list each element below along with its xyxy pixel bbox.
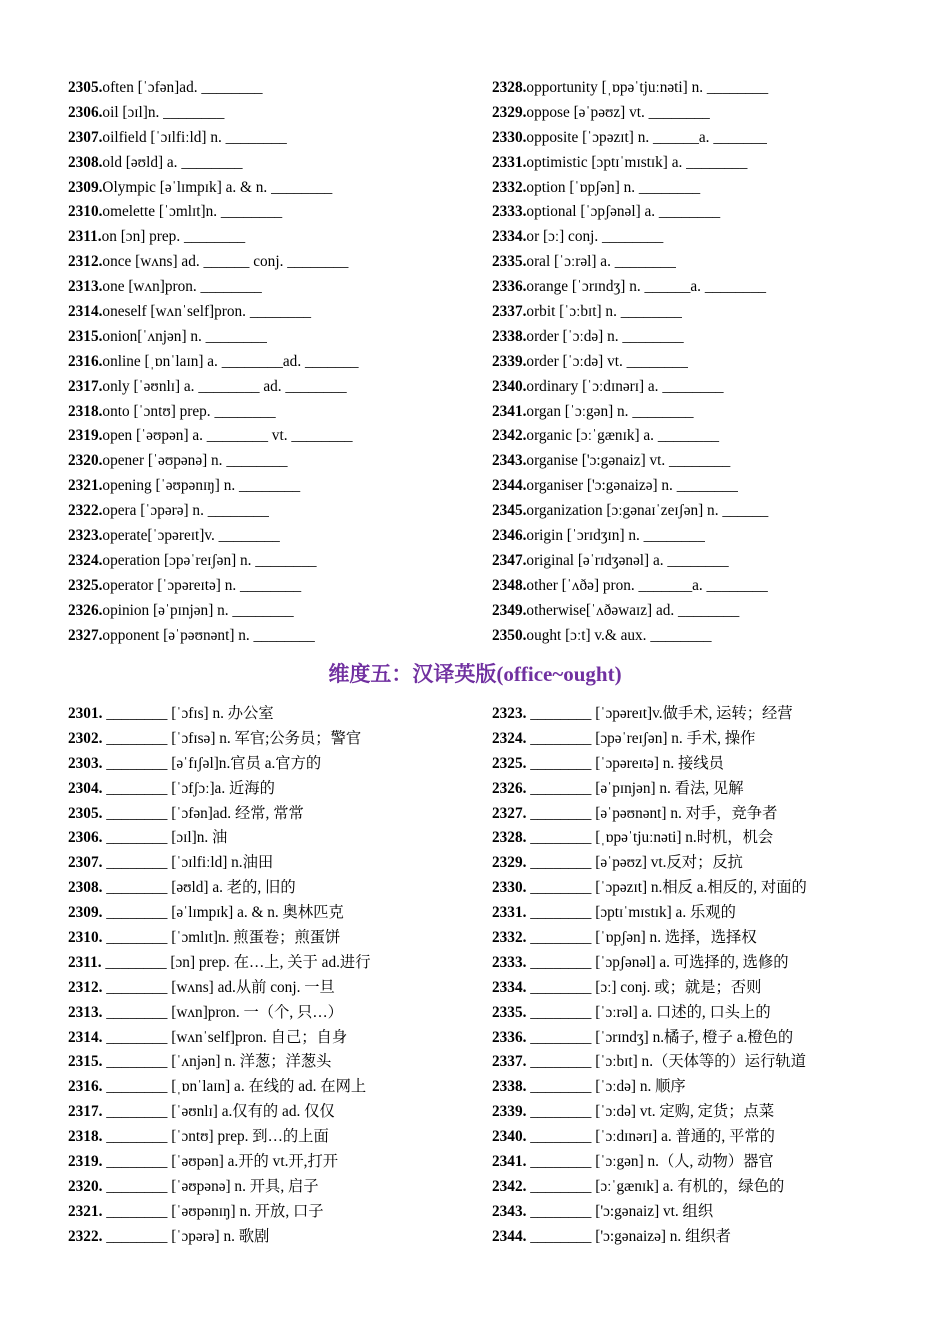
vocab-entry xyxy=(492,727,858,752)
entry-text: ________ [ɔː] conj. 或；就是；否则 xyxy=(526,978,762,996)
entry-number: 2316. xyxy=(68,1078,103,1096)
entry-number: 2323. xyxy=(492,705,527,722)
vocab-entry xyxy=(68,449,492,474)
entry-number: 2325. xyxy=(68,576,103,594)
vocab-entry xyxy=(492,126,858,151)
vocab-entry xyxy=(68,1100,492,1125)
entry-number: 2341. xyxy=(492,1153,527,1171)
entry-text: ________ [wʌnˈself]pron. 自己；自身 xyxy=(102,1028,348,1046)
vocab-entry xyxy=(492,1125,858,1150)
vocab-entry xyxy=(492,225,858,250)
entry-number: 2342. xyxy=(492,427,527,445)
vocab-entry xyxy=(68,1125,492,1150)
entry-text: ________ [ˈəʊpən] a.开的 vt.开,打开 xyxy=(102,1153,339,1171)
entry-number: 2310. xyxy=(68,203,103,221)
vocab-entry xyxy=(492,176,858,201)
vocab-entry xyxy=(68,101,492,126)
vocab-entry xyxy=(68,574,492,599)
entry-text: ________ [ˈɔpəzɪt] n.相反 a.相反的, 对面的 xyxy=(526,879,807,897)
entry-text: opening [ˈəʊpənɪŋ] n. ________ xyxy=(102,477,301,495)
entry-text: ________ [əˈpəʊz] vt.反对；反抗 xyxy=(526,854,743,872)
entry-number: 2304. xyxy=(68,779,103,797)
vocab-entry xyxy=(68,126,492,151)
entry-number: 2320. xyxy=(68,1177,103,1195)
entry-text: old [əʊld] a. ________ xyxy=(102,153,243,171)
entry-number: 2303. xyxy=(68,754,103,772)
entry-number: 2348. xyxy=(492,576,527,594)
vocab-entry xyxy=(68,702,492,727)
entry-number: 2301. xyxy=(68,705,103,722)
entry-number: 2309. xyxy=(68,904,103,922)
entry-number: 2338. xyxy=(492,327,527,345)
vocab-entry xyxy=(68,200,492,225)
entry-text: order [ˈɔːdə] vt. ________ xyxy=(526,352,688,370)
entry-text: ________ [ˈɔfən]ad. 经常, 常常 xyxy=(102,804,304,822)
entry-text: operator [ˈɔpəreɪtə] n. ________ xyxy=(102,576,302,594)
vocab-entry xyxy=(68,1150,492,1175)
vocab-entry xyxy=(492,826,858,851)
entry-number: 2339. xyxy=(492,352,527,370)
vocab-entry xyxy=(492,1001,858,1026)
entry-text: original [əˈrɪdʒənəl] a. ________ xyxy=(526,551,729,569)
entry-text: often [ˈɔfən]ad. ________ xyxy=(102,79,263,96)
left-column xyxy=(68,76,492,648)
entry-text: ________ [ˈɔrɪndʒ] n.橘子, 橙子 a.橙色的 xyxy=(526,1028,794,1046)
vocab-entry xyxy=(68,951,492,976)
entry-text: ________ [ˌɒnˈlaɪn] a. 在线的 ad. 在网上 xyxy=(102,1078,367,1096)
entry-number: 2308. xyxy=(68,879,103,897)
entry-number: 2350. xyxy=(492,626,527,644)
vocab-entry xyxy=(68,926,492,951)
vocab-entry xyxy=(68,474,492,499)
entry-text: ________ ['ɔ:gənaiz] vt. 组织 xyxy=(526,1202,714,1220)
vocab-entry xyxy=(492,802,858,827)
vocab-entry xyxy=(492,752,858,777)
entry-number: 2334. xyxy=(492,228,527,246)
entry-text: organic [ɔːˈgænɪk] a. ________ xyxy=(526,427,720,445)
entry-number: 2345. xyxy=(492,502,527,520)
entry-text: option [ˈɒpʃən] n. ________ xyxy=(526,178,701,196)
entry-text: ________ [ˈəʊpənə] n. 开具, 启子 xyxy=(102,1177,319,1195)
vocab-entry xyxy=(68,1075,492,1100)
entry-text: optimistic [ɔptɪˈmɪstɪk] a. ________ xyxy=(526,153,748,171)
vocab-entry xyxy=(492,424,858,449)
entry-text: open [ˈəʊpən] a. ________ vt. ________ xyxy=(102,427,353,445)
entry-number: 2305. xyxy=(68,804,103,822)
entry-number: 2311. xyxy=(68,228,102,246)
vocab-entry xyxy=(68,1001,492,1026)
vocab-entry xyxy=(68,802,492,827)
entry-text: ________ [ˈəʊpənɪŋ] n. 开放, 口子 xyxy=(102,1202,324,1220)
entry-number: 2311. xyxy=(68,953,102,971)
entry-text: oneself [wʌnˈself]pron. ________ xyxy=(102,303,312,321)
entry-number: 2308. xyxy=(68,153,103,171)
entry-text: onion[ˈʌnjən] n. ________ xyxy=(102,327,267,345)
entry-text: ________ [ˈɔfʃɔː]a. 近海的 xyxy=(102,779,275,797)
entry-text: ordinary [ˈɔːdɪnərɪ] a. ________ xyxy=(526,377,724,395)
entry-text: ________ [ɔɪl]n. 油 xyxy=(102,829,228,847)
entry-text: orbit [ˈɔːbɪt] n. ________ xyxy=(526,303,682,321)
entry-text: organise ['ɔ:gənaiz] vt. ________ xyxy=(526,452,731,470)
entry-number: 2329. xyxy=(492,854,527,872)
entry-number: 2305. xyxy=(68,79,103,96)
entry-text: ________ [ˈɔmlɪt]n. 煎蛋卷；煎蛋饼 xyxy=(102,929,341,947)
entry-number: 2346. xyxy=(492,527,527,545)
entry-number: 2317. xyxy=(68,377,103,395)
entry-text: ________ [ˈɔːrəl] a. 口述的, 口头上的 xyxy=(526,1003,771,1021)
entry-text: ________ ['ɔ:gənaizə] n. 组织者 xyxy=(526,1227,731,1245)
entry-number: 2330. xyxy=(492,879,527,897)
entry-number: 2329. xyxy=(492,103,527,121)
entry-number: 2330. xyxy=(492,128,527,146)
vocab-entry xyxy=(68,400,492,425)
entry-text: Olympic [əˈlɪmpɪk] a. & n. ________ xyxy=(102,178,333,196)
entry-number: 2302. xyxy=(68,729,103,747)
entry-number: 2325. xyxy=(492,754,527,772)
entry-text: organization [ɔːgənaɪˈzeɪʃən] n. ______ xyxy=(526,502,769,520)
vocab-entry xyxy=(492,777,858,802)
vocab-entry xyxy=(492,275,858,300)
vocab-entry xyxy=(492,200,858,225)
entry-number: 2328. xyxy=(492,829,527,847)
entry-number: 2336. xyxy=(492,1028,527,1046)
entry-text: ________ [ˈɔpʃənəl] a. 可选择的, 选修的 xyxy=(526,953,789,971)
entry-number: 2320. xyxy=(68,452,103,470)
vocab-entry xyxy=(68,876,492,901)
vocab-entry xyxy=(68,777,492,802)
entry-number: 2331. xyxy=(492,153,527,171)
entry-text: other [ˈʌðə] pron. _______a. ________ xyxy=(526,576,768,594)
entry-text: one [wʌn]pron. ________ xyxy=(102,278,262,296)
vocab-entry xyxy=(492,1050,858,1075)
entry-number: 2340. xyxy=(492,1128,527,1146)
entry-number: 2337. xyxy=(492,1053,527,1071)
entry-number: 2334. xyxy=(492,978,527,996)
entry-text: oil [ɔɪl]n. ________ xyxy=(102,103,225,121)
entry-text: optional [ˈɔpʃənəl] a. ________ xyxy=(526,203,721,221)
entry-number: 2335. xyxy=(492,1003,527,1021)
vocab-entry xyxy=(68,549,492,574)
entry-number: 2339. xyxy=(492,1103,527,1121)
vocab-entry xyxy=(68,1175,492,1200)
entry-number: 2326. xyxy=(68,601,103,619)
vocab-entry xyxy=(492,549,858,574)
vocab-entry xyxy=(492,1200,858,1225)
entry-number: 2343. xyxy=(492,452,527,470)
entry-text: ________ [əˈfɪʃəl]n.官员 a.官方的 xyxy=(102,754,322,772)
entry-number: 2333. xyxy=(492,953,527,971)
vocab-entry xyxy=(68,976,492,1001)
entry-text: ________ [əʊld] a. 老的, 旧的 xyxy=(102,879,296,897)
entry-number: 2312. xyxy=(68,253,103,271)
entry-text: ________ [ˈɔfɪs] n. 办公室 xyxy=(102,705,274,722)
entry-number: 2341. xyxy=(492,402,527,420)
entry-text: ________ [ˈɔːbɪt] n.（天体等的）运行轨道 xyxy=(526,1053,806,1071)
entry-text: operation [ɔpəˈreɪʃən] n. ________ xyxy=(102,551,317,569)
vocab-entry xyxy=(492,101,858,126)
entry-text: or [ɔː] conj. ________ xyxy=(526,228,664,246)
vocab-entry xyxy=(492,325,858,350)
entry-number: 2332. xyxy=(492,929,527,947)
vocab-entry xyxy=(492,976,858,1001)
entry-text: opener [ˈəʊpənə] n. ________ xyxy=(102,452,288,470)
vocab-entry xyxy=(492,375,858,400)
vocab-entry xyxy=(492,1225,858,1250)
entry-number: 2324. xyxy=(68,551,103,569)
entry-text: ________ [əˈpɪnjən] n. 看法, 见解 xyxy=(526,779,744,797)
vocab-entry xyxy=(492,250,858,275)
entry-number: 2319. xyxy=(68,427,103,445)
entry-number: 2332. xyxy=(492,178,527,196)
vocab-entry xyxy=(492,574,858,599)
entry-number: 2318. xyxy=(68,1128,103,1146)
vocab-entry xyxy=(492,151,858,176)
vocab-entry xyxy=(492,851,858,876)
vocab-entry xyxy=(492,449,858,474)
entry-text: operate[ˈɔpəreɪt]v. ________ xyxy=(102,527,280,545)
entry-text: organiser ['ɔ:gənaizə] n. ________ xyxy=(526,477,738,495)
entry-number: 2321. xyxy=(68,477,103,495)
entry-text: opinion [əˈpɪnjən] n. ________ xyxy=(102,601,294,619)
entry-number: 2333. xyxy=(492,203,527,221)
entry-text: ________ [ˈʌnjən] n. 洋葱；洋葱头 xyxy=(102,1053,332,1071)
entry-text: ________ [ˈɔːgən] n.（人, 动物）器官 xyxy=(526,1153,774,1171)
vocab-entry xyxy=(68,325,492,350)
vocab-entry xyxy=(492,624,858,649)
entry-number: 2331. xyxy=(492,904,527,922)
entry-text: on [ɔn] prep. ________ xyxy=(101,228,246,246)
entry-text: ________ [ɔptɪˈmɪstɪk] a. 乐观的 xyxy=(526,904,736,922)
vocab-entry xyxy=(68,225,492,250)
vocab-entry xyxy=(68,424,492,449)
vocab-entry xyxy=(68,826,492,851)
entry-number: 2337. xyxy=(492,303,527,321)
entry-text: ________ [ˈɔpərə] n. 歌剧 xyxy=(102,1227,270,1245)
vocab-entry xyxy=(492,499,858,524)
vocab-entry xyxy=(68,499,492,524)
entry-number: 2314. xyxy=(68,303,103,321)
entry-number: 2343. xyxy=(492,1202,527,1220)
entry-number: 2323. xyxy=(68,527,103,545)
vocab-entry xyxy=(68,851,492,876)
entry-number: 2347. xyxy=(492,551,527,569)
vocab-entry xyxy=(492,1075,858,1100)
entry-text: oral [ˈɔːrəl] a. ________ xyxy=(526,253,676,271)
entry-number: 2307. xyxy=(68,128,103,146)
vocab-entry xyxy=(68,1225,492,1250)
entry-text: ________ [ɔn] prep. 在…上, 关于 ad.进行 xyxy=(101,953,371,971)
entry-number: 2314. xyxy=(68,1028,103,1046)
section-heading: 维度五：汉译英版(office~ought) xyxy=(328,662,622,686)
entry-number: 2313. xyxy=(68,1003,103,1021)
entry-number: 2336. xyxy=(492,278,527,296)
entry-text: once [wʌns] ad. ______ conj. ________ xyxy=(102,253,349,271)
vocab-entry xyxy=(68,1200,492,1225)
vocab-entry xyxy=(492,524,858,549)
entry-text: origin [ˈɔrɪdʒɪn] n. ________ xyxy=(526,527,705,545)
entry-number: 2327. xyxy=(68,626,103,644)
entry-text: ________ [ˈɔːdə] vt. 定购, 定货；点菜 xyxy=(526,1103,775,1121)
entry-text: ________ [ˈɔɪlfiːld] n.油田 xyxy=(102,854,274,872)
entry-text: ________ [ˈɔfɪsə] n. 军官;公务员；警官 xyxy=(102,729,362,747)
entry-number: 2316. xyxy=(68,352,103,370)
entry-text: ________ [ɔːˈgænɪk] a. 有机的，绿色的 xyxy=(526,1177,785,1195)
vocab-entry xyxy=(68,524,492,549)
vocab-entry xyxy=(492,901,858,926)
entry-text: ________ [wʌns] ad.从前 conj. 一旦 xyxy=(102,978,335,996)
vocab-entry xyxy=(68,624,492,649)
entry-number: 2306. xyxy=(68,829,103,847)
vocab-entry xyxy=(68,727,492,752)
vocab-entry xyxy=(492,400,858,425)
entry-text: ________ [wʌn]pron. 一（个, 只…） xyxy=(102,1003,343,1021)
entry-text: opera [ˈɔpərə] n. ________ xyxy=(102,502,269,520)
entry-number: 2338. xyxy=(492,1078,527,1096)
vocab-entry xyxy=(492,702,858,727)
entry-text: only [ˈəʊnlɪ] a. ________ ad. ________ xyxy=(102,377,347,395)
vocab-entry xyxy=(492,1175,858,1200)
vocab-entry xyxy=(68,176,492,201)
english-to-chinese-section xyxy=(68,76,858,648)
entry-text: ________ [əˈlɪmpɪk] a. & n. 奥林匹克 xyxy=(102,904,344,922)
vocab-entry xyxy=(68,901,492,926)
chinese-to-english-section xyxy=(68,702,858,1250)
entry-number: 2328. xyxy=(492,79,527,96)
vocab-entry xyxy=(492,951,858,976)
entry-number: 2322. xyxy=(68,502,103,520)
entry-text: ________ [ˈəʊnlɪ] a.仅有的 ad. 仅仅 xyxy=(102,1103,335,1121)
entry-number: 2317. xyxy=(68,1103,103,1121)
entry-text: opponent [əˈpəʊnənt] n. ________ xyxy=(102,626,315,644)
entry-text: ought [ɔːt] v.& aux. ________ xyxy=(526,626,712,644)
vocab-entry xyxy=(492,300,858,325)
entry-text: ________ [ˈɒpʃən] n. 选择，选择权 xyxy=(526,929,757,947)
vocab-entry xyxy=(492,599,858,624)
vocab-entry xyxy=(492,1100,858,1125)
entry-text: orange [ˈɔrɪndʒ] n. ______a. ________ xyxy=(526,278,767,296)
vocab-entry xyxy=(492,474,858,499)
vocab-entry xyxy=(68,599,492,624)
vocab-entry xyxy=(492,876,858,901)
entry-number: 2306. xyxy=(68,103,103,121)
vocab-entry xyxy=(68,350,492,375)
entry-number: 2315. xyxy=(68,327,103,345)
entry-number: 2344. xyxy=(492,1227,527,1245)
entry-text: oppose [əˈpəʊz] vt. ________ xyxy=(526,103,710,121)
entry-number: 2310. xyxy=(68,929,103,947)
entry-text: ________ [əˈpəʊnənt] n. 对手，竞争者 xyxy=(526,804,778,822)
entry-text: opportunity [ˌɒpəˈtjuːnəti] n. ________ xyxy=(526,79,769,96)
right-column xyxy=(492,76,858,648)
entry-text: ________ [ˈɔːdɪnərɪ] a. 普通的, 平常的 xyxy=(526,1128,775,1146)
entry-number: 2315. xyxy=(68,1053,103,1071)
entry-number: 2312. xyxy=(68,978,103,996)
entry-number: 2349. xyxy=(492,601,527,619)
vocab-entry xyxy=(68,76,492,101)
entry-number: 2309. xyxy=(68,178,103,196)
vocab-entry xyxy=(492,926,858,951)
entry-number: 2319. xyxy=(68,1153,103,1171)
right-column xyxy=(492,702,858,1250)
entry-number: 2321. xyxy=(68,1202,103,1220)
vocab-entry xyxy=(68,250,492,275)
entry-number: 2307. xyxy=(68,854,103,872)
entry-text: oilfield [ˈɔɪlfiːld] n. ________ xyxy=(102,128,287,146)
entry-number: 2344. xyxy=(492,477,527,495)
entry-number: 2342. xyxy=(492,1177,527,1195)
vocab-entry xyxy=(68,752,492,777)
entry-text: organ [ˈɔːgən] n. ________ xyxy=(526,402,694,420)
vocab-entry xyxy=(68,1026,492,1051)
entry-text: ________ [ˈɔpəreɪtə] n. 接线员 xyxy=(526,754,724,772)
entry-number: 2326. xyxy=(492,779,527,797)
entry-text: ________ [ˈɔpəreɪt]v.做手术, 运转；经营 xyxy=(526,705,793,722)
entry-number: 2335. xyxy=(492,253,527,271)
entry-text: opposite [ˈɔpəzɪt] n. ______a. _______ xyxy=(526,128,767,146)
entry-text: ________ [ˈɔːdə] n. 顺序 xyxy=(526,1078,686,1096)
entry-text: omelette [ˈɔmlɪt]n. ________ xyxy=(102,203,283,221)
entry-text: onto [ˈɔntʊ] prep. ________ xyxy=(102,402,276,420)
entry-number: 2327. xyxy=(492,804,527,822)
entry-text: order [ˈɔːdə] n. ________ xyxy=(526,327,684,345)
entry-text: ________ [ɔpəˈreɪʃən] n. 手术, 操作 xyxy=(526,729,756,747)
vocab-entry xyxy=(492,76,858,101)
entry-number: 2340. xyxy=(492,377,527,395)
entry-text: ________ [ˌɒpəˈtjuːnəti] n.时机，机会 xyxy=(526,829,774,847)
entry-number: 2322. xyxy=(68,1227,103,1245)
vocab-entry xyxy=(492,1150,858,1175)
vocab-entry xyxy=(68,275,492,300)
vocab-entry xyxy=(68,375,492,400)
vocab-entry xyxy=(68,300,492,325)
entry-text: ________ [ˈɔntʊ] prep. 到…的上面 xyxy=(102,1128,329,1146)
vocab-entry xyxy=(68,151,492,176)
entry-number: 2318. xyxy=(68,402,103,420)
entry-number: 2324. xyxy=(492,729,527,747)
vocab-entry xyxy=(68,1050,492,1075)
vocab-entry xyxy=(492,1026,858,1051)
entry-number: 2313. xyxy=(68,278,103,296)
entry-text: online [ˌɒnˈlaɪn] a. ________ad. _______ xyxy=(102,352,359,370)
left-column xyxy=(68,702,492,1250)
vocab-entry xyxy=(492,350,858,375)
entry-text: otherwise[ˈʌðəwaɪz] ad. ________ xyxy=(526,601,740,619)
